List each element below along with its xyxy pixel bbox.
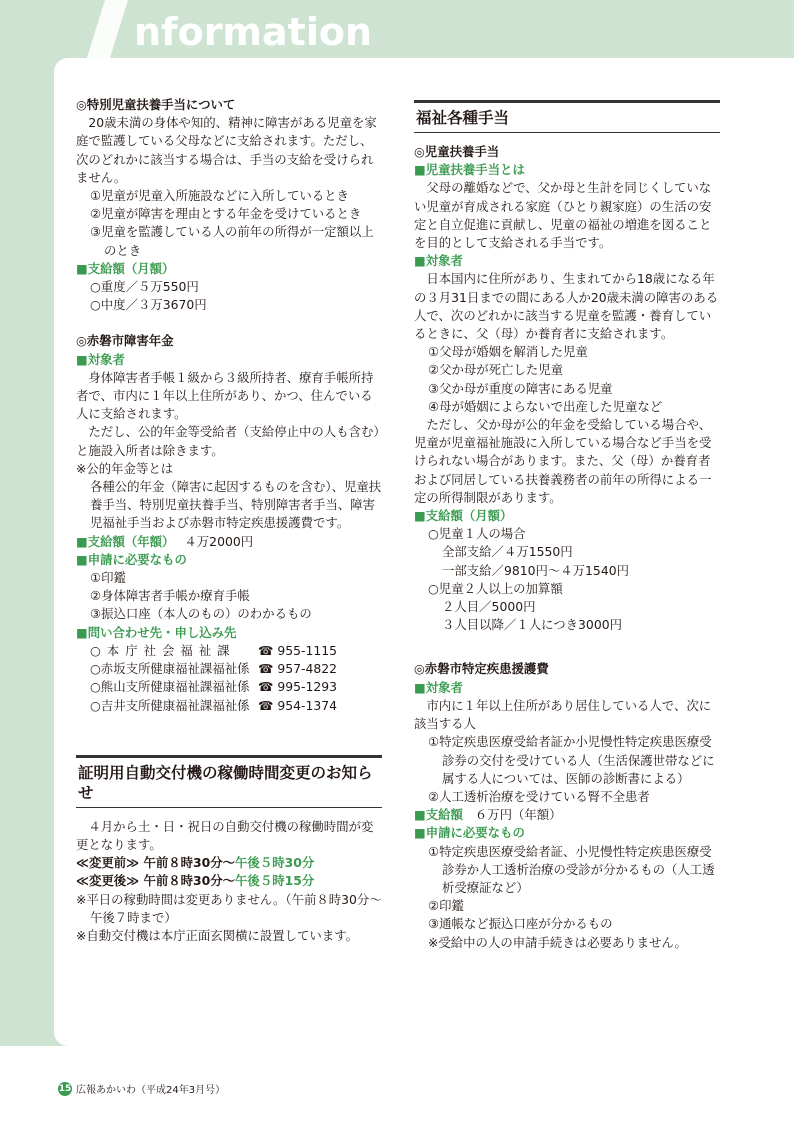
after-end: 午後５時15分 <box>235 873 315 889</box>
list-item: ①父母が婚姻を解消した児童 <box>428 344 588 360</box>
amount-item: ○中度／３万3670円 <box>90 297 207 313</box>
contact-row <box>76 642 382 660</box>
list-item: ④母が婚姻によらないで出産した児童など <box>428 398 663 414</box>
amount-item: ○児童１人の場合 <box>428 526 526 542</box>
pension-text: 各種公的年金（障害に起因するものを含む）、児童扶養手当、特別児童扶養手当、特別障害者手当、障害児福祉手当および赤磐市特定疾患援護費です。 <box>90 479 382 531</box>
target-label: ■対象者 <box>76 351 125 367</box>
contact-row <box>76 678 382 696</box>
list-item: ③父か母が重度の障害にある児童 <box>428 380 613 396</box>
child-rearing-title: ◎児童扶養手当 <box>414 144 500 159</box>
amount-detail: 全部支給／４万1550円 <box>442 544 573 560</box>
amount-value: ６万円（年額） <box>474 807 562 823</box>
target-text: 日本国内に住所があり、生まれてから18歳になる年の３月31日までの間にある人か20歳未満の障害のある人で、次のどれかに該当する児童を監護・養育しているときに、父（母）か養育者に支給されます。 <box>414 271 719 342</box>
target-note: ただし、公的年金等受給者（支給停止中の人も含む）と施設入所者は除きます。 <box>76 424 380 458</box>
target-text: 市内に１年以上住所があり居住している人で、次に該当する人 <box>414 697 712 732</box>
right-column <box>414 96 720 952</box>
page-number: 15 <box>58 1083 72 1094</box>
what-label: ■児童扶養手当とは <box>414 162 525 178</box>
after-time: 午前８時30分〜 <box>143 873 236 889</box>
contact-name: ○熊山支所健康福祉課福祉係 <box>90 679 250 695</box>
contact-tel: ☎ 955-1115 <box>258 642 338 658</box>
amount-value: ４万2000円 <box>184 533 254 549</box>
page-footer <box>58 1081 225 1096</box>
list-item: ③児童を監護している人の前年の所得が一定額以上のとき <box>90 224 374 258</box>
contact-tel: ☎ 995-1293 <box>258 679 338 695</box>
contact-label: ■問い合わせ先・申し込み先 <box>76 624 237 640</box>
amount-label: ■支給額（月額） <box>76 260 175 276</box>
amount-label: ■支給額（月額） <box>414 508 513 524</box>
before-end: 午後５時30分 <box>235 855 315 871</box>
contact-tel: ☎ 957-4822 <box>258 661 338 677</box>
contact-row <box>76 660 382 678</box>
specific-disease-title: ◎赤磐市特定疾患援護費 <box>414 661 549 677</box>
needs-label: ■申請に必要なもの <box>76 551 187 567</box>
welfare-section-title: 福祉各種手当 <box>414 100 720 133</box>
amount-detail: 一部支給／9810円〜４万1540円 <box>442 562 629 578</box>
target-text: 身体障害者手帳１級から３級所持者、療育手帳所持者で、市内に１年以上住所があり、かつ、住んでいる人に支給されます。 <box>76 369 374 422</box>
list-item: ①特定疾患医療受給者証か小児慢性特定疾患医療受診券の交付を受けている人（生活保護世帯などに属する人については、医師の診断書による） <box>428 734 715 786</box>
amount-label: ■支給額（年額） <box>76 533 175 549</box>
before-time: 午前８時30分〜 <box>143 855 236 871</box>
contact-name: ○本庁社会福祉課 <box>90 642 236 658</box>
list-item: ③振込口座（本人のもの）のわかるもの <box>90 606 312 622</box>
left-column <box>76 96 382 945</box>
list-item: ①児童が児童入所施設などに入所しているとき <box>90 188 349 204</box>
child-rearing-note: ただし、父か母が公的年金を受給している場合や、児童が児童福祉施設に入所している場合など手当を受けられない場合があります。また、父（母）か養育者および同居している扶養義務者の前年の所得による一定の所得制限があります。 <box>414 417 712 505</box>
amount-detail: ２人目／5000円 <box>442 599 536 615</box>
what-text: 父母の離婚などで、父か母と生計を同じくしていない児童が育成される家庭（ひとり親家庭）の生活の安定と自立促進に貢献し、児童の福祉の増進を図ることを目的として支給される手当です。 <box>414 180 712 251</box>
list-item: ②印鑑 <box>428 898 464 914</box>
special-child-allowance-intro: 20歳未満の身体や知的、精神に障害がある児童を家庭で監護している父母などに支給されます。ただし、次のどれかに該当する場合は、手当の支給を受けられません。 <box>76 115 377 185</box>
header-slash-decoration <box>0 0 140 64</box>
contact-name: ○赤坂支所健康福祉課福祉係 <box>90 661 250 677</box>
pension-heading: ※公的年金等とは <box>76 460 174 476</box>
list-item: ②身体障害者手帳か療育手帳 <box>90 588 250 604</box>
amount-item: ○児童２人以上の加算額 <box>428 580 563 596</box>
target-label: ■対象者 <box>414 253 463 269</box>
list-item: ①特定疾患医療受給者証、小児慢性特定疾患医療受診券か人工透析治療の受診が分かるもの（人工透析受療証など） <box>428 843 715 895</box>
footer-publication: 広報あかいわ（平成24年3月号） <box>76 1085 226 1096</box>
page-title: nformation <box>134 10 373 54</box>
special-child-allowance-title: ◎特別児童扶養手当について <box>76 97 236 112</box>
list-item: ②父か母が死亡した児童 <box>428 362 564 378</box>
contact-row <box>76 697 382 715</box>
list-item: ②人工透析治療を受けている腎不全患者 <box>428 788 650 804</box>
kiosk-after <box>76 872 382 890</box>
specific-disease-note: ※受給中の人の申請手続きは必要ありません。 <box>428 934 687 950</box>
contact-name: ○吉井支所健康福祉課福祉係 <box>90 697 250 713</box>
kiosk-before <box>76 854 382 872</box>
kiosk-note: ※自動交付機は本庁正面玄関横に設置しています。 <box>76 927 358 943</box>
after-label: ≪変更後≫ <box>76 873 140 889</box>
amount-item: ○重度／５万550円 <box>90 279 199 295</box>
needs-label: ■申請に必要なもの <box>414 825 525 841</box>
amount-detail: ３人目以降／１人につき3000円 <box>442 617 622 633</box>
kiosk-notice-title: 証明用自動交付機の稼働時間変更のお知らせ <box>76 755 382 808</box>
before-label: ≪変更前≫ <box>76 855 140 871</box>
disability-pension-title: ◎赤磐市障害年金 <box>76 333 174 349</box>
list-item: ②児童が障害を理由とする年金を受けているとき <box>90 206 362 222</box>
target-label: ■対象者 <box>414 679 463 695</box>
amount-label: ■支給額 <box>414 807 463 823</box>
kiosk-note: ※平日の稼動時間は変更ありません。（午前８時30分〜午後７時まで） <box>76 891 382 925</box>
kiosk-notice-intro: ４月から土・日・祝日の自動交付機の稼働時間が変更となります。 <box>76 818 374 852</box>
contact-tel: ☎ 954-1374 <box>258 697 338 713</box>
list-item: ①印鑑 <box>90 570 126 586</box>
list-item: ③通帳など振込口座が分かるもの <box>428 916 613 932</box>
